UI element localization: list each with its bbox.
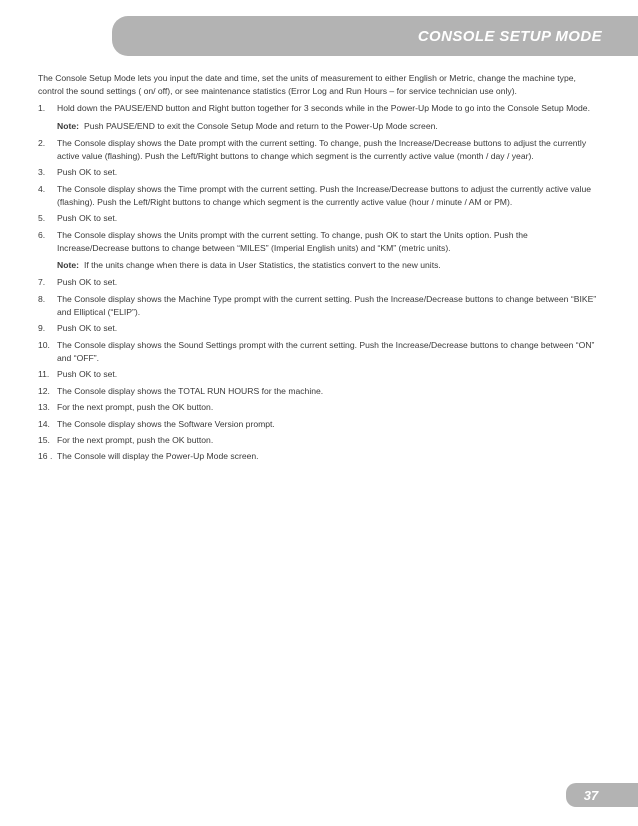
step-item (38, 322, 598, 335)
step-number: 7. (38, 277, 46, 288)
step-text: Hold down the PAUSE/END button and Right button together for 3 seconds while in the Power-Up Mode to go into the Console Setup Mode. (57, 103, 590, 114)
note-units (57, 259, 598, 272)
step-item (38, 102, 598, 115)
step-item (38, 450, 598, 463)
step-item (38, 339, 598, 365)
step-text: Push OK to set. (57, 369, 118, 380)
step-text: The Console display shows the Date prompt with the current setting. To change, push the Increase/Decrease buttons to adjust the currently active value (flashing). Push the Left/Right buttons to change which segment is the currently active value (month / day / year). (57, 137, 587, 162)
step-item (38, 293, 598, 319)
step-number: 11. (38, 369, 50, 380)
step-item (38, 434, 598, 447)
step-text: The Console display shows the Machine Type prompt with the current setting. Push the Increase/Decrease buttons to change between “BIKE” and Elliptical (“ELIP”). (57, 293, 597, 317)
step-item (38, 401, 598, 414)
step-text: Push OK to set. (57, 323, 118, 334)
step-number: 4. (38, 183, 46, 194)
step-item (38, 276, 598, 289)
step-number: 10. (38, 339, 50, 350)
step-number: 16 . (38, 451, 53, 462)
step-text: The Console display shows the Units prompt with the current setting. To change, push OK to start the Units option. Push the Increase/Decrease buttons to change between “MILES” (Imperial English units) and “KM” (metric units). (57, 229, 528, 253)
page-content (38, 72, 598, 467)
step-text: The Console display shows the Time prompt with the current setting. Push the Increase/Decrease buttons to adjust the currently active value (flashing). Push the Left/Right buttons to change which segment is the currently active value (hour / minute / AM or PM). (57, 183, 592, 207)
step-number: 5. (38, 213, 46, 224)
step-number: 13. (38, 402, 50, 413)
step-number: 15. (38, 434, 50, 445)
step-text: For the next prompt, push the OK button. (57, 402, 214, 413)
step-text: Push OK to set. (57, 277, 118, 288)
step-item (38, 368, 598, 381)
step-item (38, 385, 598, 398)
step-text: The Console will display the Power-Up Mode screen. (57, 451, 259, 462)
page-number-tab (566, 783, 638, 807)
step-text: For the next prompt, push the OK button. (57, 434, 214, 445)
step-number: 9. (38, 323, 46, 334)
step-number: 1. (38, 103, 46, 114)
step-item (38, 183, 598, 209)
intro-paragraph: The Console Setup Mode lets you input the date and time, set the units of measurement to either English or Metric, change the machine type, control the sound settings ( on/ off), or see maintenance statistics (Error Log and Run Hours – for service technician use only). (38, 73, 576, 97)
step-number: 6. (38, 229, 46, 240)
step-item (38, 418, 598, 431)
step-text: Push OK to set. (57, 167, 118, 178)
step-text: The Console display shows the TOTAL RUN HOURS for the machine. (57, 385, 324, 396)
step-item (38, 212, 598, 225)
step-number: 2. (38, 137, 46, 148)
step-text: Push OK to set. (57, 213, 118, 224)
step-item (38, 229, 598, 255)
step-number: 3. (38, 167, 46, 178)
step-number: 12. (38, 385, 50, 396)
step-text: The Console display shows the Software Version prompt. (57, 418, 275, 429)
step-text: The Console display shows the Sound Settings prompt with the current setting. Push the Increase/Decrease buttons to change between “ON” and “OFF”. (57, 339, 595, 363)
note-text: Push PAUSE/END to exit the Console Setup Mode and return to the Power-Up Mode screen. (83, 120, 438, 131)
header-bar (112, 16, 638, 56)
step-item (38, 166, 598, 179)
page-number: 37 (583, 788, 599, 803)
note-label: Note: (57, 260, 79, 271)
note-label: Note: (57, 120, 79, 131)
note-text: If the units change when there is data in User Statistics, the statistics convert to the new units. (83, 260, 441, 271)
step-number: 14. (38, 418, 50, 429)
note-exit (57, 120, 598, 133)
step-number: 8. (38, 293, 46, 304)
step-item (38, 137, 598, 163)
page-title: CONSOLE SETUP MODE (417, 28, 602, 45)
